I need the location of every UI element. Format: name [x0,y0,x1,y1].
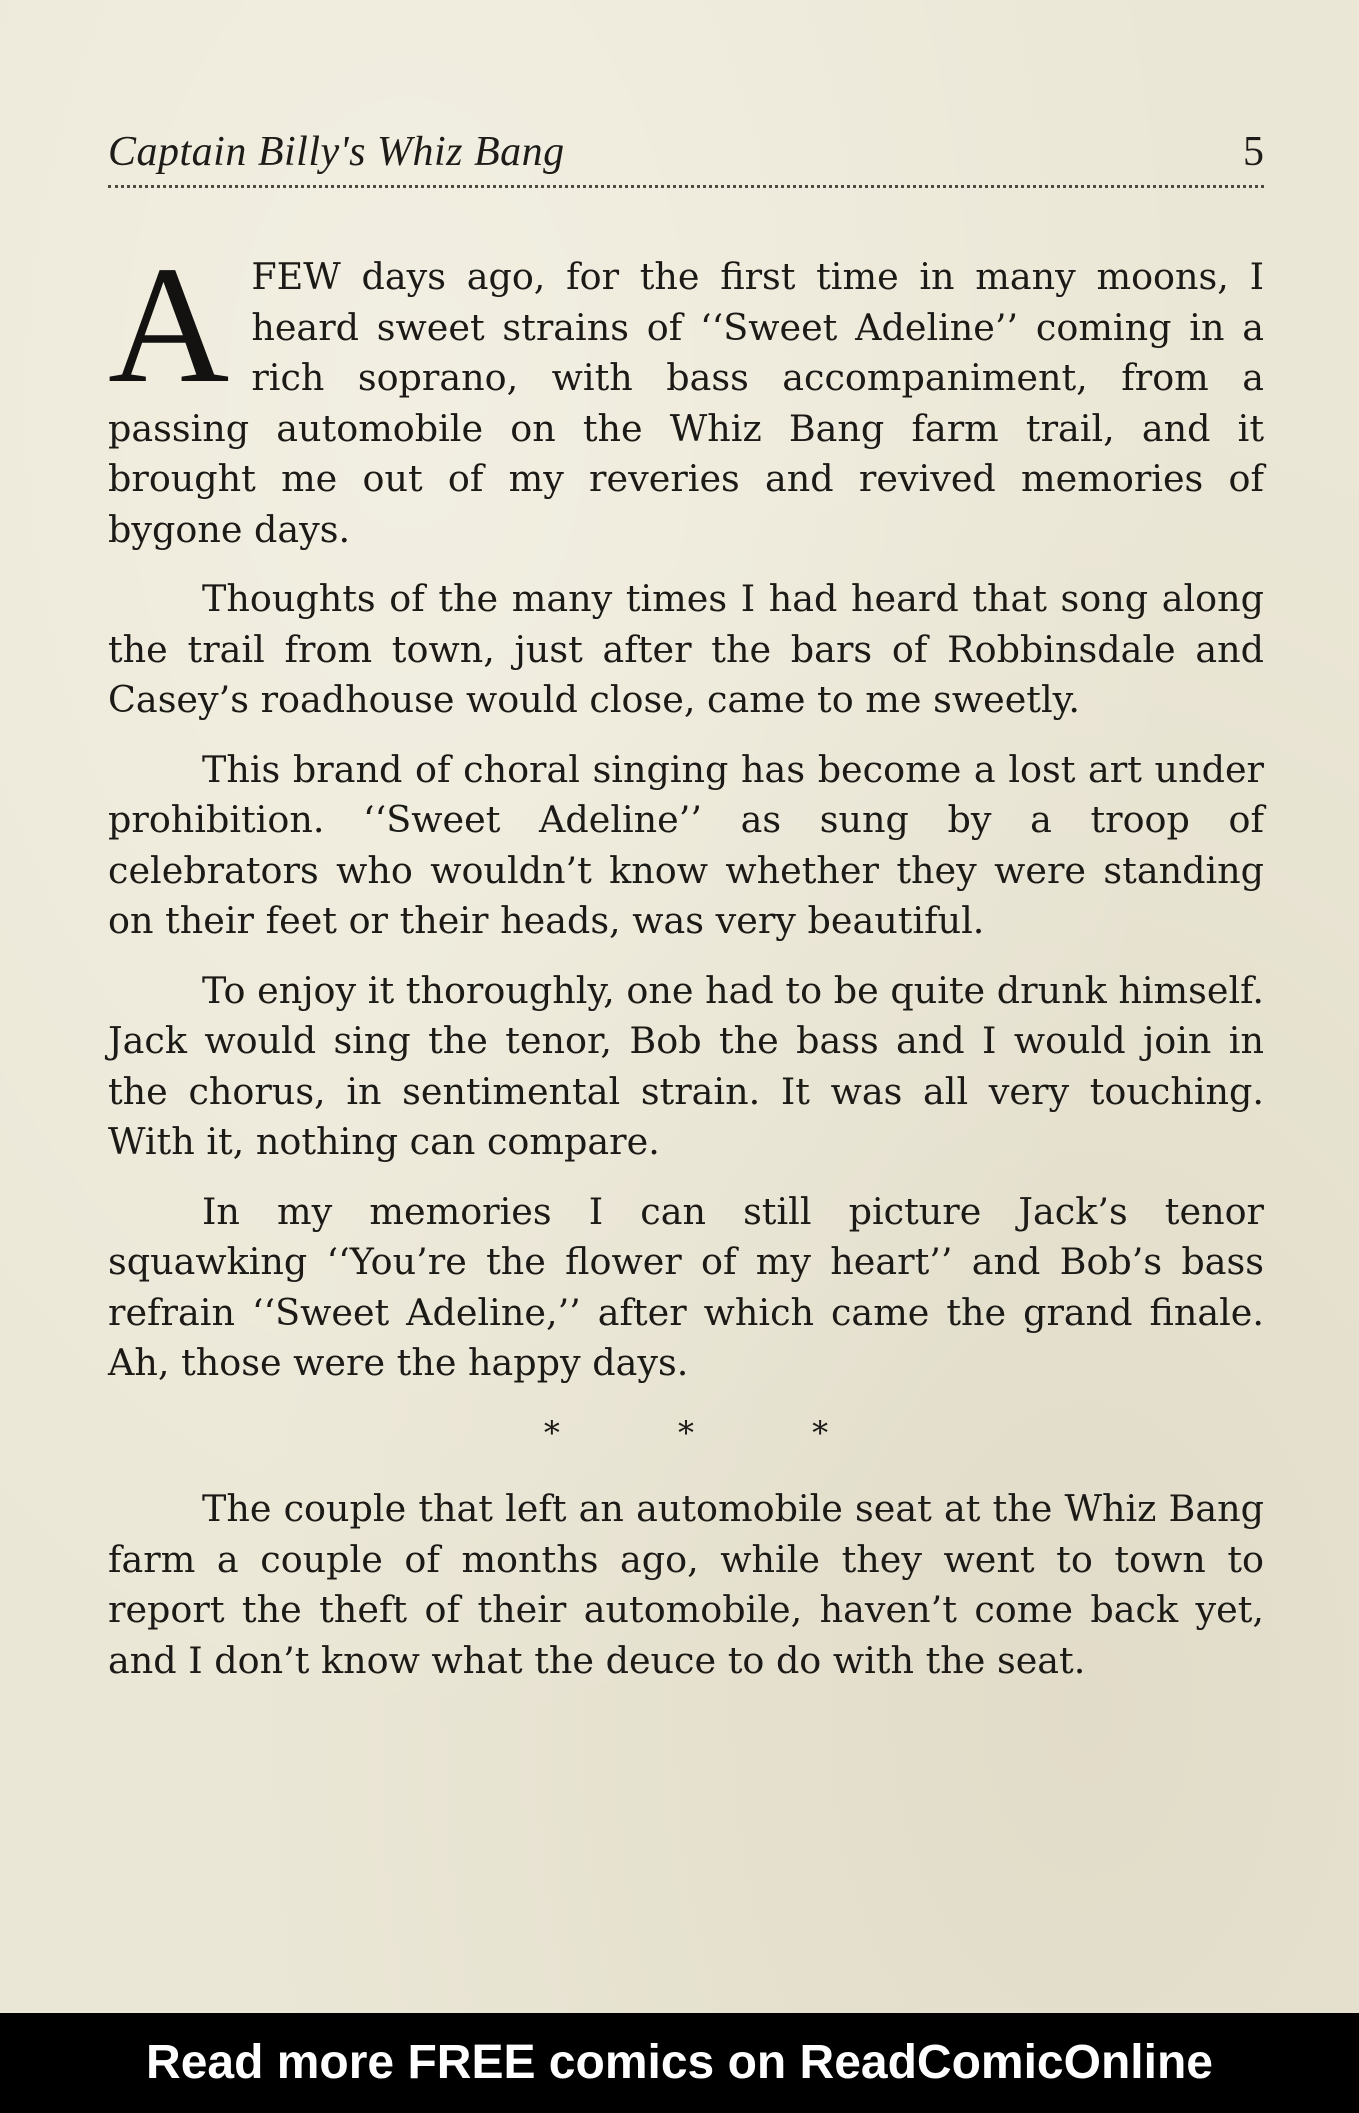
paragraph-6: The couple that left an automobile seat at the Whiz Bang farm a couple of months ago, while they went to town to report the theft of their automobile, haven’t come back yet, and I don’t know what the deuce to do with the seat. [108,1487,1264,1682]
promo-banner[interactable] [0,2013,1359,2113]
running-header [108,128,1264,184]
paragraph-1 [108,232,1264,555]
header-dotted-rule [108,185,1264,188]
paragraph-2: Thoughts of the many times I had heard that song along the trail from town, just after the bars of Robbinsdale and Casey’s roadhouse would close, came to me sweetly. [108,577,1264,721]
paragraph-5: In my memories I can still picture Jack’s tenor squawking ‘‘You’re the flower of my heart’’ and Bob’s bass refrain ‘‘Sweet Adeline,’’ after which came the grand finale. Ah, those were the happy days. [108,1189,1264,1384]
section-separator: * * * [543,1413,883,1452]
drop-cap: A [108,232,230,418]
article-body [108,232,1264,1705]
paragraph-1-text: FEW days ago, for the first time in many moons, I heard sweet strains of ‘‘Sweet Adeline’’ coming in a rich soprano, with bass accompaniment, from a passing automobile on the Whiz Bang farm trail, and it brought me out of my reveries and revived memories of bygone days. [108,255,1264,551]
running-title: Captain Billy's Whiz Bang [108,129,565,175]
paragraph-4: To enjoy it thoroughly, one had to be quite drunk himself. Jack would sing the tenor, Bob the bass and I would join in the chorus, in sentimental strain. It was all very touching. With it, nothing can compare. [108,968,1264,1163]
page-number: 5 [1243,129,1264,175]
paragraph-3: This brand of choral singing has become a lost art under prohibition. ‘‘Sweet Adeline’’ as sung by a troop of celebrators who wouldn’t know whether they were standing on their feet or their heads, was very beautiful. [108,747,1264,942]
promo-banner-text[interactable]: Read more FREE comics on ReadComicOnline [146,2036,1213,2089]
